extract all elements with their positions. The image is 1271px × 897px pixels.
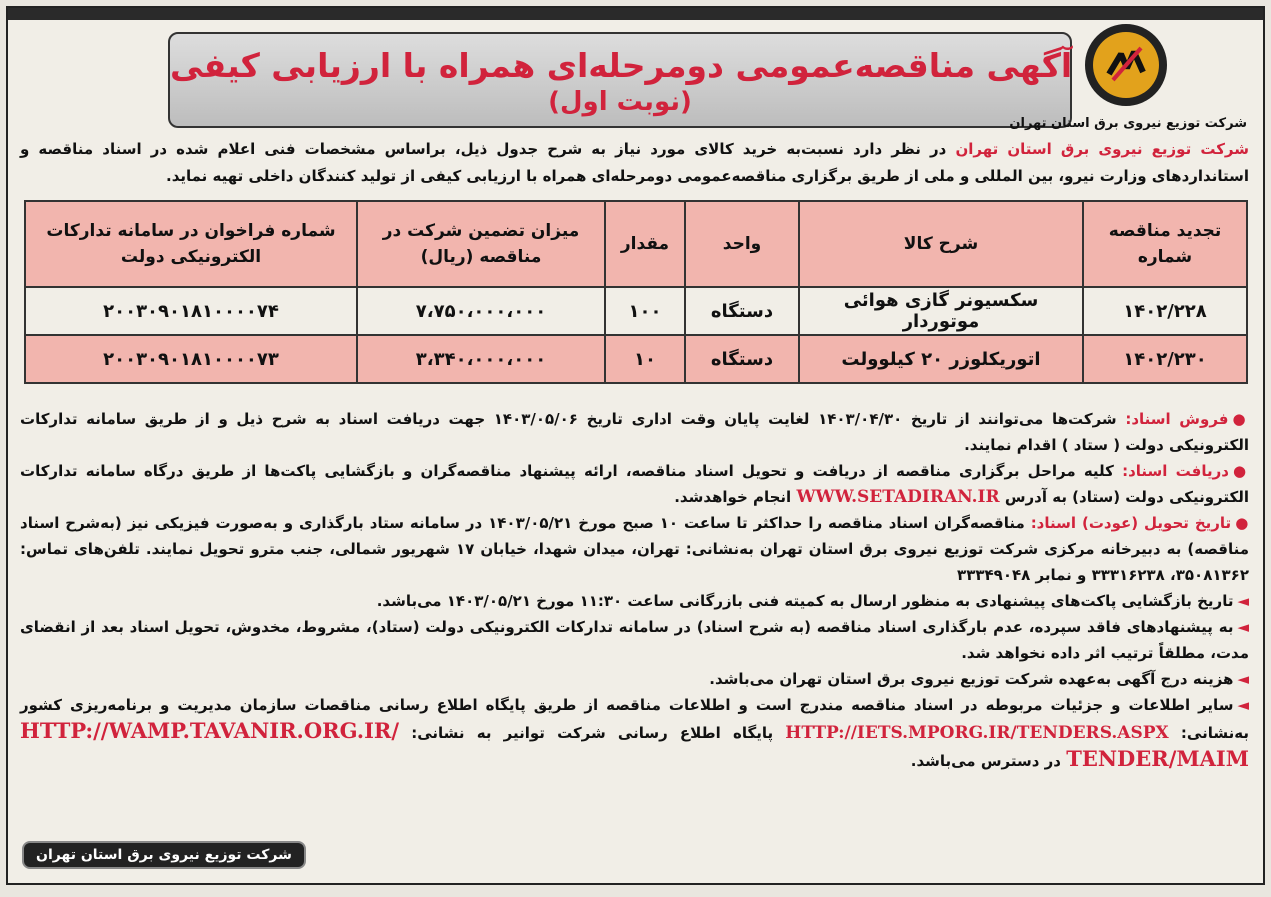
notice-subtitle: (نوبت اول) [548, 87, 692, 117]
receive-section [20, 458, 1249, 510]
intro-company: شرکت توزیع نیروی برق استان تهران [955, 140, 1249, 158]
cell-description: سکسیونر گازی هوائی موتوردار [799, 287, 1083, 335]
receive-tail: انجام خواهدشد. [674, 488, 792, 506]
info-section [20, 692, 1249, 774]
cell-guarantee: ۳،۳۴۰،۰۰۰،۰۰۰ [357, 335, 605, 383]
info-tail: در دسترس می‌باشد. [910, 752, 1061, 770]
receive-text: کلیه مراحل برگزاری مناقصه از دریافت و تحویل اسناد مناقصه، ارائه پیشنهاد مناقصه‌گران و بازگشایی پاکت‌ها از طریق درگاه سامانه تدارکات الکترونیکی دولت (ستاد) به آدرس [20, 462, 1249, 506]
tender-table [24, 200, 1248, 384]
tender-notice-page [6, 6, 1265, 885]
receive-label: دریافت اسناد: [1122, 462, 1229, 480]
top-bar [8, 8, 1263, 20]
title-box [168, 32, 1072, 128]
invalid-text: به پیشنهادهای فاقد سپرده، عدم بارگذاری اسناد مناقصه (به شرح اسناد) در سامانه تدارکات الکترونیکی دولت (ستاد)، مشروط، مخدوش، تحویل اسناد بعد از انقضای مدت، مطلقاً ترتیب اثر داده نخواهد شد. [20, 618, 1249, 662]
cost-text: هزینه درج آگهی به‌عهده شرکت توزیع نیروی برق استان تهران می‌باشد. [709, 670, 1234, 688]
cell-description: اتوریکلوزر ۲۰ کیلوولت [799, 335, 1083, 383]
arrow-bullet-icon: ◄ [1237, 592, 1249, 610]
tavanir-link[interactable]: HTTP://WAMP.TAVANIR.ORG.IR/ TENDER/MAIM [20, 718, 1249, 771]
cost-section [20, 666, 1249, 692]
notice-title: آگهی مناقصه‌عمومی دومرحله‌ای همراه با ارزیابی کیفی [170, 46, 1073, 85]
arrow-bullet-icon: ◄ [1237, 696, 1249, 714]
diamond-bullet-icon: ● [1232, 462, 1249, 480]
invalid-section [20, 614, 1249, 666]
cell-renewal: ۱۴۰۲/۲۳۰ [1083, 335, 1247, 383]
iets-link[interactable]: HTTP://IETS.MPORG.IR/TENDERS.ASPX [785, 723, 1169, 743]
header-unit: واحد [685, 201, 799, 287]
diamond-bullet-icon: ● [1232, 410, 1249, 428]
power-company-logo-icon [1085, 24, 1167, 106]
intro-paragraph [20, 136, 1249, 190]
cell-unit: دستگاه [685, 335, 799, 383]
table-header-row [25, 201, 1247, 287]
arrow-bullet-icon: ◄ [1237, 618, 1249, 636]
sale-label: فروش اسناد: [1125, 410, 1229, 428]
setadiran-link[interactable]: WWW.SETADIRAN.IR [796, 487, 1000, 507]
diamond-bullet-icon: ● [1235, 514, 1249, 532]
table-row [25, 335, 1247, 383]
intro-text: در نظر دارد نسبت‌به خرید کالای مورد نیاز به شرح جدول ذیل، براساس مشخصات فنی اعلام شده در اسناد مناقصه و استانداردهای وزارت نیرو، بین المللی و ملی از طریق برگزاری مناقصه‌عمومی دومرحله‌ای همراه با ارزیابی کیفی از تولید کنندگان داخلی تهیه نماید. [20, 140, 1249, 185]
cell-renewal: ۱۴۰۲/۲۲۸ [1083, 287, 1247, 335]
sale-section [20, 406, 1249, 458]
cell-quantity: ۱۰ [605, 335, 685, 383]
header-renewal: تجدید مناقصه شماره [1083, 201, 1247, 287]
header-guarantee: میزان تضمین شرکت در مناقصه (ریال) [357, 201, 605, 287]
header-description: شرح کالا [799, 201, 1083, 287]
delivery-label: تاریخ تحویل (عودت) اسناد: [1030, 514, 1232, 532]
cell-guarantee: ۷،۷۵۰،۰۰۰،۰۰۰ [357, 287, 605, 335]
arrow-bullet-icon: ◄ [1237, 670, 1249, 688]
table-row [25, 287, 1247, 335]
opening-section [20, 588, 1249, 614]
sale-text: شرکت‌ها می‌توانند از تاریخ ۱۴۰۳/۰۴/۳۰ لغایت پایان وقت اداری تاریخ ۱۴۰۳/۰۵/۰۶ جهت دریافت اسناد به شرح ذیل و از طریق سامانه تدارکات الکترونیکی دولت ( ستاد ) اقدام نمایند. [20, 410, 1249, 454]
info-mid: پایگاه اطلاع رسانی شرکت توانیر به نشانی: [411, 724, 774, 742]
info-text: سایر اطلاعات و جزئیات مربوطه در اسناد مناقصه مندرج است و اطلاعات مناقصه از طریق پایگاه اطلاع رسانی مناقصات سازمان مدیریت و برنامه‌ریزی کشور به‌نشانی: [20, 696, 1249, 742]
delivery-section [20, 510, 1249, 588]
delivery-text: مناقصه‌گران اسناد مناقصه را حداکثر تا ساعت ۱۰ صبح مورخ ۱۴۰۳/۰۵/۲۱ در سامانه ستاد بارگذاری و به‌صورت فیزیکی نیز (به‌شرح اسناد مناقصه) به دبیرخانه مرکزی شرکت توزیع نیروی برق استان تهران به‌نشانی: تهران، میدان شهدا، خیابان ۱۷ شهریور شمالی، جنب مترو تحویل نمایند. تلفن‌های تماس: ۳۵۰۸۱۳۶۲، ۳۳۳۱۶۲۳۸ و نمابر ۳۳۳۴۹۰۴۸ [20, 514, 1249, 584]
company-name-top: شرکت توزیع نیروی برق استان تهران [1009, 116, 1247, 131]
cell-unit: دستگاه [685, 287, 799, 335]
notice-body [20, 406, 1249, 774]
header-call-number: شماره فراخوان در سامانه تدارکات الکترونیکی دولت [25, 201, 357, 287]
cell-call-number: ۲۰۰۳۰۹۰۱۸۱۰۰۰۰۷۳ [25, 335, 357, 383]
footer-company: شرکت توزیع نیروی برق استان تهران [22, 841, 306, 869]
header-quantity: مقدار [605, 201, 685, 287]
cell-call-number: ۲۰۰۳۰۹۰۱۸۱۰۰۰۰۷۴ [25, 287, 357, 335]
opening-text: تاریخ بازگشایی پاکت‌های پیشنهادی به منظور ارسال به کمیته فنی بازرگانی ساعت ۱۱:۳۰ مورخ ۱۴۰۳/۰۵/۲۱ می‌باشد. [376, 592, 1234, 610]
cell-quantity: ۱۰۰ [605, 287, 685, 335]
